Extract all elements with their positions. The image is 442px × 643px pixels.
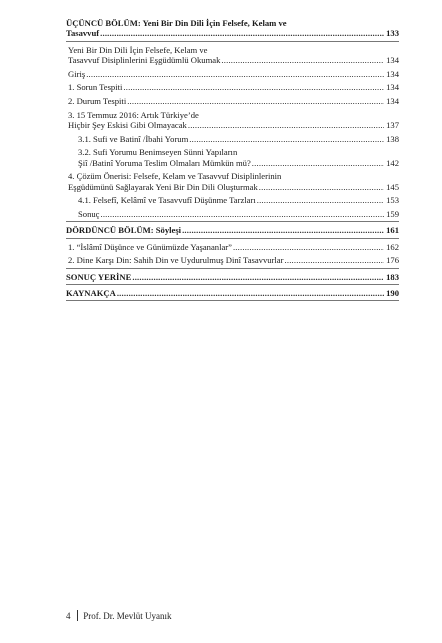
toc-entry[interactable]: [66, 69, 399, 79]
toc-entry-title: 1. “İslâmî Düşünce ve Günümüzde Yaşananlar”: [68, 241, 232, 252]
toc-entry-conclusion[interactable]: [66, 272, 399, 285]
toc-entry-page: 159: [386, 208, 399, 219]
footer-author: Prof. Dr. Mevlüt Uyanık: [83, 610, 172, 621]
toc-entry[interactable]: [66, 255, 399, 268]
toc-entry-page: 190: [386, 288, 399, 298]
toc-entry-page: 145: [386, 181, 399, 192]
toc-entry-bibliography[interactable]: [66, 288, 399, 301]
toc-entry-title-line2: Hiçbir Şey Eskisi Gibi Olmayacak: [68, 120, 187, 130]
toc-entry-title: 1. Sorun Tespiti: [68, 82, 123, 93]
dot-leader: [189, 134, 384, 144]
toc-entry[interactable]: [66, 82, 399, 92]
toc-entry[interactable]: [66, 209, 399, 222]
toc-entry-page: 133: [386, 28, 399, 39]
toc-entry-title: DÖRDÜNCÜ BÖLÜM: Söyleşi: [66, 225, 182, 236]
toc-entry-title: Giriş: [68, 68, 86, 79]
toc-entry-title-line1: 3.2. Sufi Yorumu Benimseyen Sünni Yapıların: [78, 147, 238, 158]
toc-entry[interactable]: [66, 171, 399, 192]
toc-entry-part4[interactable]: [66, 225, 399, 238]
toc-entry-page: 134: [386, 55, 399, 66]
dot-leader: [100, 209, 384, 219]
dot-leader: [123, 82, 384, 92]
dot-leader: [132, 272, 384, 282]
dot-leader: [252, 158, 384, 168]
table-of-contents: [66, 18, 399, 304]
toc-entry-title: 2. Durum Tespiti: [68, 96, 127, 106]
dot-leader: [221, 55, 384, 65]
toc-entry-page: 138: [386, 133, 399, 144]
toc-entry[interactable]: [66, 96, 399, 106]
toc-entry-page: 153: [386, 195, 399, 206]
toc-entry[interactable]: [66, 147, 399, 168]
toc-entry-title-line2: Şiî /Batinî Yoruma Teslim Olmaları Mümkün mü?: [78, 157, 251, 168]
toc-entry-page: 134: [386, 96, 399, 106]
dot-leader: [233, 242, 384, 252]
toc-entry-title-line2: Tasavvuf Disiplinlerini Eşgüdümlü Okumak: [68, 55, 221, 66]
dot-leader: [117, 288, 384, 298]
toc-entry-page: 134: [386, 82, 399, 93]
toc-entry-title: 3.1. Sufi ve Batinî /İbahi Yorum: [78, 133, 189, 144]
toc-entry-page: 176: [386, 255, 399, 266]
toc-entry-page: 134: [386, 68, 399, 79]
dot-leader: [285, 255, 385, 265]
toc-entry-page: 161: [386, 225, 399, 236]
toc-entry-title-line1: 3. 15 Temmuz 2016: Artık Türkiye’de: [68, 109, 199, 120]
toc-entry-page: 162: [386, 241, 399, 252]
dot-leader: [86, 69, 384, 79]
toc-entry-page: 142: [386, 157, 399, 168]
toc-entry[interactable]: [66, 134, 399, 144]
dot-leader: [259, 182, 384, 192]
dot-leader: [188, 120, 384, 130]
page-footer: [66, 610, 172, 621]
toc-entry[interactable]: [66, 45, 399, 66]
footer-divider: [77, 610, 78, 621]
toc-entry-title: KAYNAKÇA: [66, 288, 116, 298]
toc-entry-title-line1: ÜÇÜNCÜ BÖLÜM: Yeni Bir Din Dili İçin Felsefe, Kelam ve: [66, 18, 287, 28]
toc-entry[interactable]: [66, 242, 399, 252]
dot-leader: [257, 195, 384, 205]
toc-entry-page: 183: [386, 271, 399, 282]
page-number: 4: [66, 610, 71, 621]
toc-entry-title: SONUÇ YERİNE: [66, 271, 132, 282]
toc-entry-title-line1: Yeni Bir Din Dili İçin Felsefe, Kelam ve: [68, 44, 208, 55]
toc-entry-title: Sonuç: [78, 208, 100, 219]
toc-entry-title: 2. Dine Karşı Din: Sahih Din ve Uydurulmuş Dinî Tasavvurlar: [68, 255, 284, 266]
dot-leader: [182, 225, 384, 235]
dot-leader: [100, 28, 384, 38]
toc-entry-page: 137: [386, 120, 399, 130]
toc-entry-title-line2: Eşgüdümünü Sağlayarak Yeni Bir Din Dili Oluşturmak: [68, 181, 258, 192]
toc-entry-part3[interactable]: [66, 18, 399, 42]
toc-entry-title-line1: 4. Çözüm Önerisi: Felsefe, Kelam ve Tasavvuf Disiplinlerinin: [68, 171, 282, 182]
toc-entry-title-line2: Tasavvuf: [66, 28, 100, 39]
dot-leader: [127, 96, 384, 106]
toc-entry-title: 4.1. Felsefî, Kelâmî ve Tasavvufî Düşünme Tarzları: [78, 195, 256, 206]
toc-entry[interactable]: [66, 195, 399, 205]
toc-entry[interactable]: [66, 110, 399, 131]
